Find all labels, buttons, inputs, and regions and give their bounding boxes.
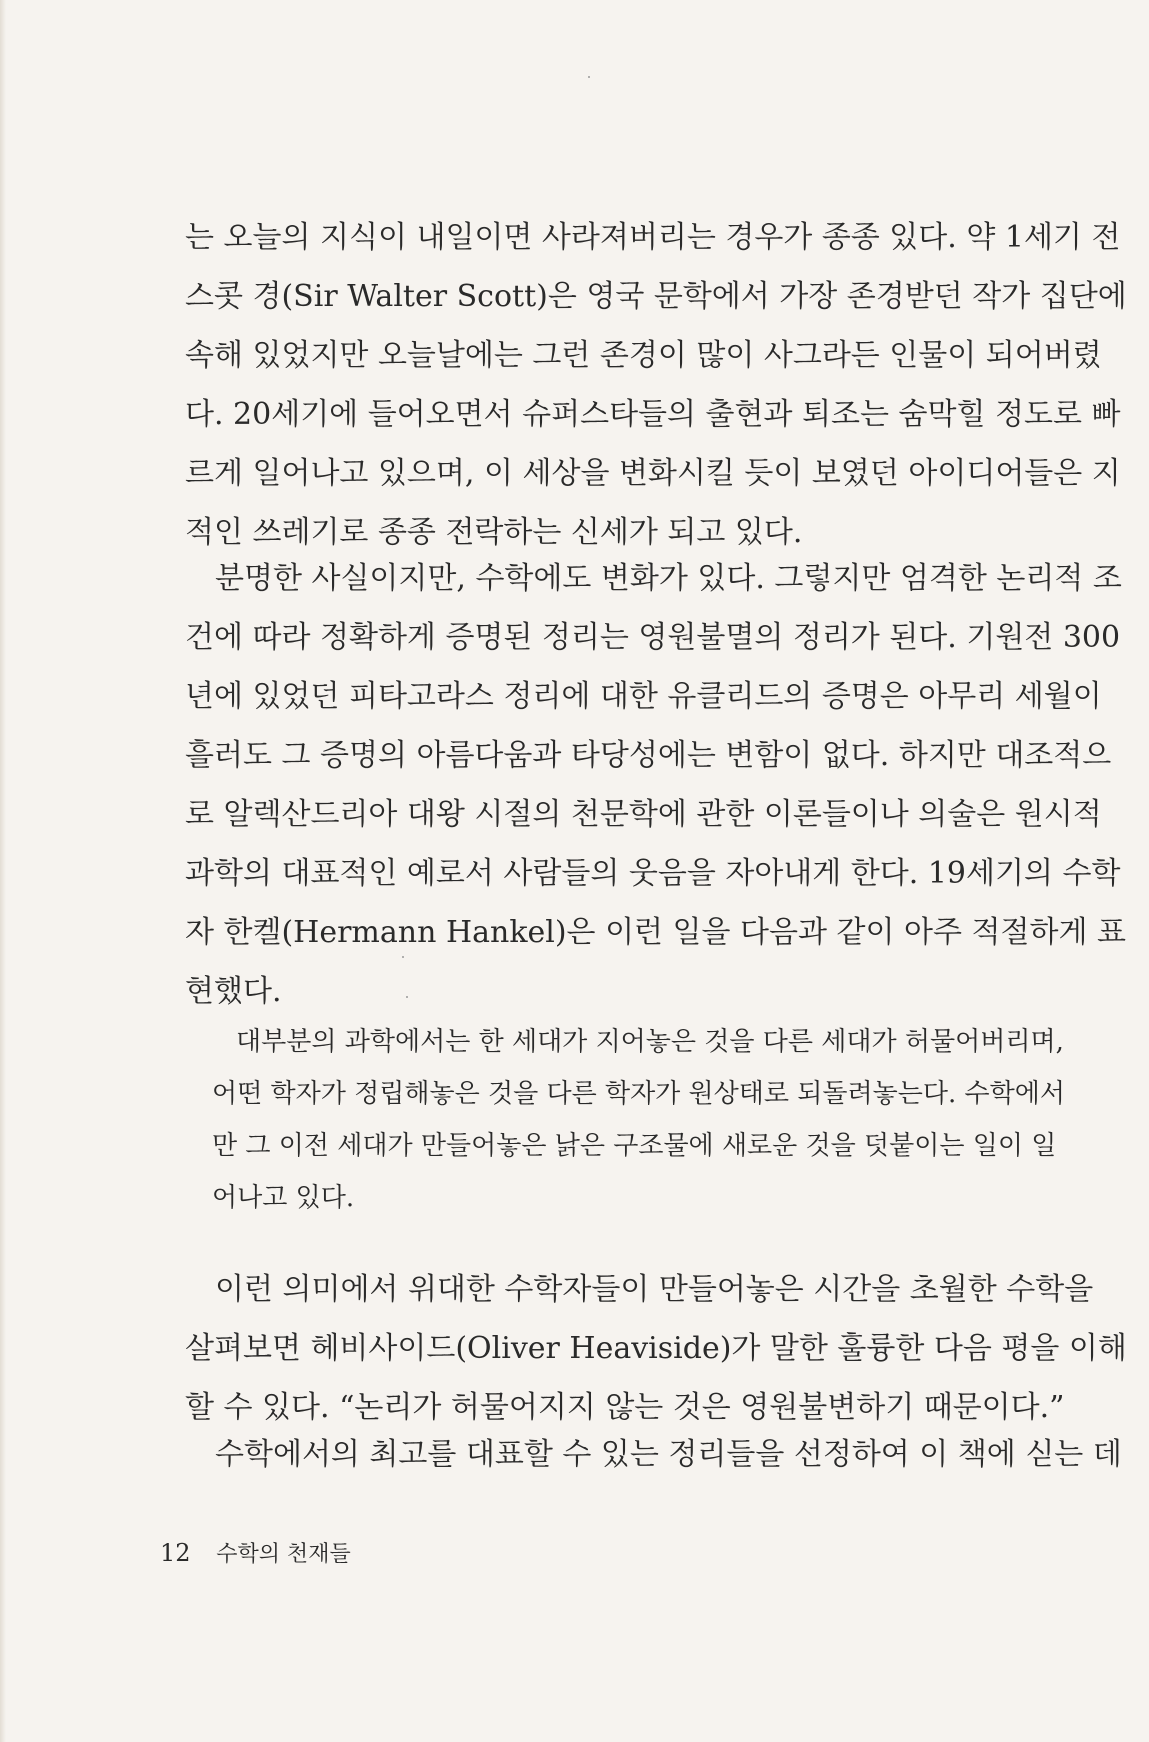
paragraph-3 (185, 1260, 1127, 1437)
text-line: 년에 있었던 피타고라스 정리에 대한 유클리드의 증명은 아무리 세월이 (185, 679, 1102, 714)
text-line: 는 오늘의 지식이 내일이면 사라져버리는 경우가 종종 있다. 약 1세기 전 (185, 220, 1121, 255)
text-line: 이런 의미에서 위대한 수학자들이 만들어놓은 시간을 초월한 수학을 (215, 1272, 1094, 1307)
paragraph-1 (185, 208, 1127, 562)
text-line: 분명한 사실이지만, 수학에도 변화가 있다. 그렇지만 엄격한 논리적 조 (215, 561, 1122, 596)
text-line: 다. 20세기에 들어오면서 슈퍼스타들의 출현과 퇴조는 숨막힐 정도로 빠 (185, 397, 1121, 432)
text-line: 르게 일어나고 있으며, 이 세상을 변화시킬 듯이 보였던 아이디어들은 지 (185, 456, 1121, 491)
scan-speck (402, 956, 404, 958)
paragraph-2 (185, 549, 1126, 1021)
text-line: 현했다. (185, 974, 282, 1009)
page-footer (160, 1538, 351, 1570)
text-line: 적인 쓰레기로 종종 전락하는 신세가 되고 있다. (185, 515, 803, 550)
quote-line: 어떤 학자가 정립해놓은 것을 다른 학자가 원상태로 되돌려놓는다. 수학에서 (212, 1079, 1065, 1109)
page-gutter (0, 0, 6, 1742)
text-line: 건에 따라 정확하게 증명된 정리는 영원불멸의 정리가 된다. 기원전 300 (185, 620, 1121, 655)
scan-speck (588, 76, 590, 78)
text-line: 할 수 있다. “논리가 허물어지지 않는 것은 영원불변하기 때문이다.” (185, 1390, 1065, 1425)
quote-line: 만 그 이전 세대가 만들어놓은 낡은 구조물에 새로운 것을 덧붙이는 일이 일 (212, 1131, 1057, 1161)
text-line: 살펴보면 헤비사이드(Oliver Heaviside)가 말한 훌륭한 다음 평을 이해 (185, 1331, 1127, 1366)
text-line: 과학의 대표적인 예로서 사람들의 웃음을 자아내게 한다. 19세기의 수학 (185, 856, 1121, 891)
block-quote (212, 1016, 1065, 1224)
text-line: 수학에서의 최고를 대표할 수 있는 정리들을 선정하여 이 책에 싣는 데 (215, 1437, 1122, 1472)
running-title: 수학의 천재들 (216, 1542, 351, 1567)
text-line: 스콧 경(Sir Walter Scott)은 영국 문학에서 가장 존경받던 작가 집단에 (185, 279, 1127, 314)
paragraph-4 (185, 1425, 1122, 1484)
text-line: 속해 있었지만 오늘날에는 그런 존경이 많이 사그라든 인물이 되어버렸 (185, 338, 1102, 373)
text-line: 로 알렉산드리아 대왕 시절의 천문학에 관한 이론들이나 의술은 원시적 (185, 797, 1102, 832)
page-number: 12 (160, 1539, 191, 1567)
text-line: 자 한켈(Hermann Hankel)은 이런 일을 다음과 같이 아주 적절하게 표 (185, 915, 1126, 950)
scan-speck (406, 996, 408, 998)
quote-line: 대부분의 과학에서는 한 세대가 지어놓은 것을 다른 세대가 허물어버리며, (236, 1027, 1064, 1057)
text-line: 흘러도 그 증명의 아름다움과 타당성에는 변함이 없다. 하지만 대조적으 (185, 738, 1112, 773)
quote-line: 어나고 있다. (212, 1183, 355, 1213)
